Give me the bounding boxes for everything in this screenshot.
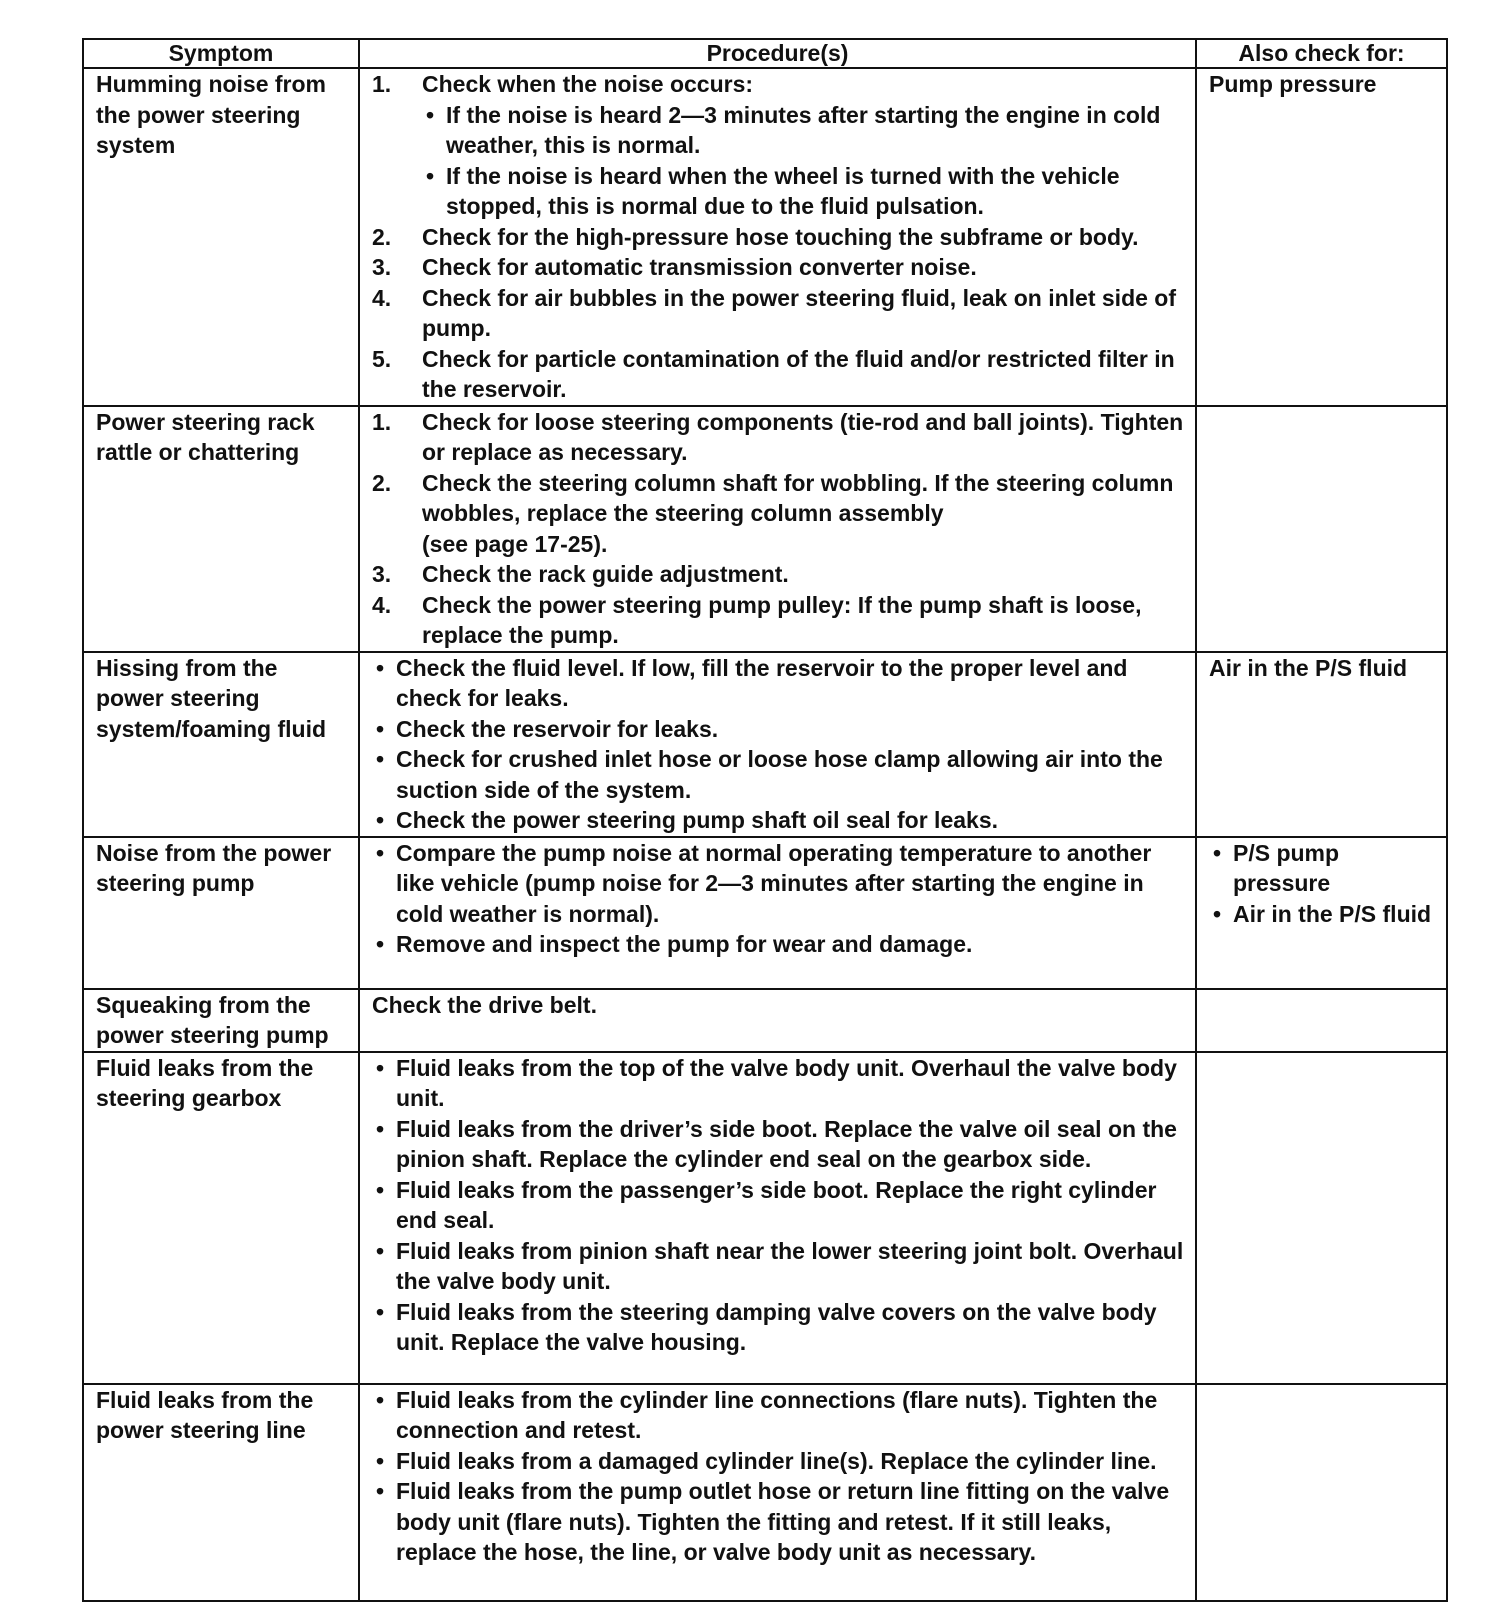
step-item <box>372 407 1187 468</box>
bullet-item: • Fluid leaks from a damaged cylinder line(s). Replace the cylinder line. <box>372 1446 1187 1477</box>
procedure-bullets <box>372 1385 1187 1568</box>
step-number: 3. <box>372 561 392 587</box>
procedure-bullets <box>372 653 1187 836</box>
procedure-cell <box>359 1052 1196 1384</box>
procedure-cell <box>359 1384 1196 1601</box>
step-text: Check when the noise occurs: <box>422 71 754 97</box>
step-item <box>372 283 1187 344</box>
table-row <box>83 406 1447 652</box>
symptom-cell: Fluid leaks from the power steering line <box>83 1384 359 1601</box>
step-number: 4. <box>372 591 392 618</box>
bullet-item: • Fluid leaks from the top of the valve body unit. Overhaul the valve body unit. <box>372 1053 1187 1114</box>
bullet-item: • Fluid leaks from the cylinder line connections (flare nuts). Tighten the connection and retest. <box>372 1385 1187 1446</box>
page-reference: (see page 17-25). <box>422 530 608 557</box>
symptom-cell: Power steering rack rattle or chattering <box>83 406 359 652</box>
step-text: Check for particle contamination of the fluid and/or restricted filter in the reservoir. <box>422 345 1175 402</box>
table-row <box>83 1384 1447 1601</box>
procedure-cell <box>359 406 1196 652</box>
step-text: Check for air bubbles in the power steering fluid, leak on inlet side of pump. <box>422 284 1177 341</box>
step-text: Check the rack guide adjustment. <box>422 561 789 587</box>
step-number: 5. <box>372 345 392 372</box>
bullet-item: • Check the power steering pump shaft oil seal for leaks. <box>372 805 1187 836</box>
procedure-cell <box>359 68 1196 406</box>
also-check-cell <box>1196 406 1447 652</box>
symptom-cell: Squeaking from the power steering pump <box>83 989 359 1052</box>
step-number: 2. <box>372 469 392 496</box>
procedure-steps <box>372 69 1187 405</box>
table-row <box>83 989 1447 1052</box>
step-item <box>372 69 1187 222</box>
procedure-steps <box>372 407 1187 651</box>
bullet-item: • Compare the pump noise at normal operating temperature to another like vehicle (pump noise for 2—3 minutes after starting the engine in cold weather is normal). <box>372 838 1187 930</box>
procedure-bullets <box>372 1053 1187 1358</box>
table-row <box>83 68 1447 406</box>
step-number: 3. <box>372 254 392 280</box>
also-check-cell: Pump pressure <box>1196 68 1447 406</box>
header-symptom: Symptom <box>83 39 359 68</box>
table-header-row <box>83 39 1447 68</box>
procedure-cell <box>359 652 1196 837</box>
step-text: Check for automatic transmission converter noise. <box>422 254 977 280</box>
step-number: 2. <box>372 223 392 250</box>
step-text: Check for the high-pressure hose touching the subframe or body. <box>422 223 1139 250</box>
step-text: Check the steering column shaft for wobbling. If the steering column wobbles, replace the steering column assembly <box>422 469 1174 526</box>
sub-bullet-item: • If the noise is heard 2—3 minutes after starting the engine in cold weather, this is normal. <box>422 100 1187 161</box>
symptom-cell: Fluid leaks from the steering gearbox <box>83 1052 359 1384</box>
bullet-item: • Fluid leaks from the driver’s side boot. Replace the valve oil seal on the pinion shaft. Replace the cylinder end seal on the gearbox side. <box>372 1114 1187 1175</box>
also-check-cell: Air in the P/S fluid <box>1196 652 1447 837</box>
troubleshooting-document <box>82 38 1446 1602</box>
procedure-text: Check the drive belt. <box>372 991 597 1018</box>
table-row <box>83 1052 1447 1384</box>
symptom-cell: Hissing from the power steering system/foaming fluid <box>83 652 359 837</box>
bullet-item: • Check the fluid level. If low, fill the reservoir to the proper level and check for leaks. <box>372 653 1187 714</box>
table-row <box>83 652 1447 837</box>
also-check-list <box>1209 838 1438 930</box>
bullet-item: • Check for crushed inlet hose or loose hose clamp allowing air into the suction side of the system. <box>372 744 1187 805</box>
symptom-cell: Noise from the power steering pump <box>83 837 359 989</box>
bullet-item: • Fluid leaks from pinion shaft near the lower steering joint bolt. Overhaul the valve body unit. <box>372 1236 1187 1297</box>
procedure-bullets <box>372 838 1187 960</box>
sub-bullet-item: • If the noise is heard when the wheel is turned with the vehicle stopped, this is normal due to the fluid pulsation. <box>422 161 1187 222</box>
step-item <box>372 344 1187 405</box>
also-check-cell <box>1196 837 1447 989</box>
step-text: Check the power steering pump pulley: If the pump shaft is loose, replace the pump. <box>422 591 1142 648</box>
bullet-item: • Fluid leaks from the passenger’s side boot. Replace the right cylinder end seal. <box>372 1175 1187 1236</box>
also-check-item: • Air in the P/S fluid <box>1209 899 1438 930</box>
troubleshooting-table <box>82 38 1448 1602</box>
also-check-cell <box>1196 1384 1447 1601</box>
step-number: 1. <box>372 408 392 435</box>
step-item <box>372 222 1187 253</box>
symptom-cell: Humming noise from the power steering system <box>83 68 359 406</box>
bullet-item: • Fluid leaks from the steering damping valve covers on the valve body unit. Replace the valve housing. <box>372 1297 1187 1358</box>
step-item <box>372 590 1187 651</box>
bullet-item: • Check the reservoir for leaks. <box>372 714 1187 745</box>
procedure-cell <box>359 989 1196 1052</box>
step-item <box>372 468 1187 560</box>
sub-bullets <box>422 100 1187 222</box>
header-also-check: Also check for: <box>1196 39 1447 68</box>
procedure-cell <box>359 837 1196 989</box>
also-check-cell <box>1196 1052 1447 1384</box>
step-text: Check for loose steering components (tie-rod and ball joints). Tighten or replace as necessary. <box>422 408 1184 465</box>
bullet-item: • Fluid leaks from the pump outlet hose or return line fitting on the valve body unit (flare nuts). Tighten the fitting and retest. If it still leaks, replace the hose, the line, or valve body unit as necessary. <box>372 1476 1187 1568</box>
step-item <box>372 252 1187 283</box>
header-procedures: Procedure(s) <box>359 39 1196 68</box>
table-row <box>83 837 1447 989</box>
also-check-cell <box>1196 989 1447 1052</box>
step-item <box>372 559 1187 590</box>
step-number: 4. <box>372 284 392 311</box>
step-number: 1. <box>372 71 392 97</box>
bullet-item: • Remove and inspect the pump for wear and damage. <box>372 929 1187 960</box>
also-check-item: • P/S pump pressure <box>1209 838 1438 899</box>
